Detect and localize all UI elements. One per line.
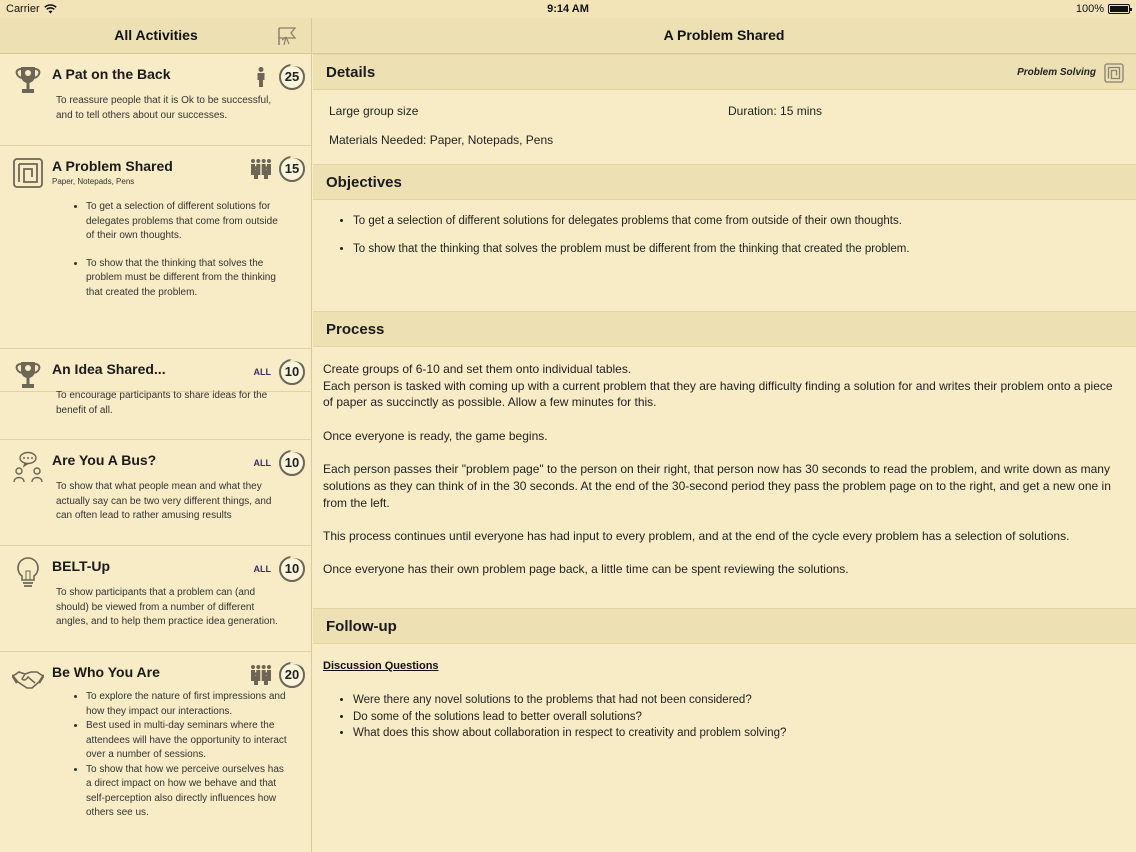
activity-description: To show participants that a problem can (and should) be viewed from a number of different angles, and to help them practice idea generation. [56,587,278,627]
process-paragraph: Once everyone has their own problem page back, a little time can be spent reviewing the solutions. [323,562,849,577]
activity-list [0,54,312,852]
process-text [323,361,1123,578]
activity-title: BELT-Up [52,558,111,574]
activity-description: To reassure people that it is Ok to be successful, and to tell others about our successes. [56,95,272,121]
trophy-icon [12,64,44,98]
list-item-a-pat-on-the-back[interactable] [0,54,311,146]
activity-title: A Pat on the Back [52,66,171,82]
section-title: Objectives [326,174,402,191]
activity-description: To show that what people mean and what they actually say can be two very different things, and can often lead to rather amusing results [56,481,272,521]
status-bar [0,0,1136,18]
duration-badge: 15 [279,156,305,182]
all-groups-label: ALL [253,458,271,468]
duration-badge: 10 [279,450,305,476]
section-title: Follow-up [326,618,397,635]
detail-navbar [312,18,1136,54]
process-paragraph: Once everyone is ready, the game begins. [323,428,548,443]
objective-item: • To show that the thinking that solves the problem must be different from the thinking that created the problem. [353,243,910,255]
activity-detail [313,54,1136,852]
duration-badge: 10 [279,359,305,385]
activity-title: An Idea Shared... [52,361,166,377]
section-title: Details [326,64,376,81]
activity-description: To encourage participants to share ideas for the benefit of all. [56,390,268,416]
objective-item: • To show that the thinking that solves the problem must be different from the thinking that created the problem. [86,257,287,301]
maze-icon [12,156,44,190]
large-group-icon [249,158,273,180]
question-item: • What does this show about collaboration in respect to creativity and problem solving? [353,725,786,742]
list-item-an-idea-shared[interactable] [0,348,311,440]
followup-section-header [313,608,1136,644]
objective-item: • To get a selection of different solutions for delegates problems that come from outside of their own thoughts. [86,200,287,244]
details-section-header [313,54,1136,90]
process-paragraph: This process continues until everyone has had input to every problem, and at the end of the cycle every problem has a selection of solutions. [323,528,1070,543]
activity-materials: Paper, Notepads, Pens [52,177,135,186]
process-paragraph: Create groups of 6-10 and set them onto individual tables. [323,362,632,376]
people-talk-icon [12,450,44,484]
large-group-icon [249,664,273,686]
activity-title: Be Who You Are [52,664,160,680]
question-item: • Were there any novel solutions to the problems that had not been considered? [353,692,786,709]
all-groups-label: ALL [253,564,271,574]
activity-title: A Problem Shared [52,158,173,174]
question-item: • Do some of the solutions lead to better overall solutions? [353,709,786,726]
discussion-questions-title: Discussion Questions [323,660,439,672]
all-groups-label: ALL [253,367,271,377]
activity-title: Are You A Bus? [52,452,157,468]
discussion-questions-list [353,692,786,742]
duration: Duration: 15 mins [728,104,823,118]
list-item-be-who-you-are[interactable] [0,652,311,852]
objectives-section-header [313,164,1136,200]
battery-percent: 100% [1075,3,1104,15]
duration-badge: 25 [279,64,305,90]
objective-item: • To show that how we perceive ourselves has a direct impact on how we behave and that self-perception also directly influences how others see us. [86,763,287,821]
battery-icon [1108,4,1130,14]
battery-info [1076,3,1130,15]
process-section-header [313,311,1136,347]
list-item-are-you-a-bus[interactable] [0,440,311,546]
single-person-icon [249,66,273,88]
activity-objectives [58,690,287,821]
process-paragraph: Each person is tasked with coming up with a current problem that they are having difficulty finding a solution for and writes their problem onto a piece of paper as succinctly as possible. Allow a few minutes for this. [323,378,1113,410]
materials-needed: Materials Needed: Paper, Notepads, Pens [329,133,554,147]
maze-icon [1104,63,1124,83]
sidebar-navbar [0,18,312,54]
carrier-label: Carrier [6,3,40,15]
filter-flag-icon[interactable] [275,25,299,47]
category-label: Problem Solving [1017,67,1096,78]
objective-item: • To get a selection of different solutions for delegates problems that come from outside of their own thoughts. [353,215,910,227]
section-title: Process [326,321,385,338]
handshake-icon [12,662,44,696]
detail-title: A Problem Shared [663,27,785,43]
duration-badge: 20 [279,662,305,688]
objective-item: • To explore the nature of first impressions and how they impact our interactions. [86,690,287,719]
group-size: Large group size [329,104,419,118]
list-item-belt-up[interactable] [0,546,311,652]
sidebar-title: All Activities [114,27,198,43]
objective-item: • Best used in multi-day seminars where the attendees will have the opportunity to interact over a number of sessions. [86,719,287,763]
activity-objectives [58,200,287,313]
trophy-icon [12,359,44,393]
duration-badge: 10 [279,556,305,582]
process-paragraph: Each person passes their "problem page" to the person on their right, that person now has 30 seconds to read the problem, and write down as many solutions as they can think of in the 30 seconds. At the end of the 30-second period they pass the problem page on to the right, and get a new one in from the left. [323,462,1111,510]
objectives-list [353,215,910,255]
status-time: 9:14 AM [547,3,589,15]
lightbulb-icon [12,556,44,590]
